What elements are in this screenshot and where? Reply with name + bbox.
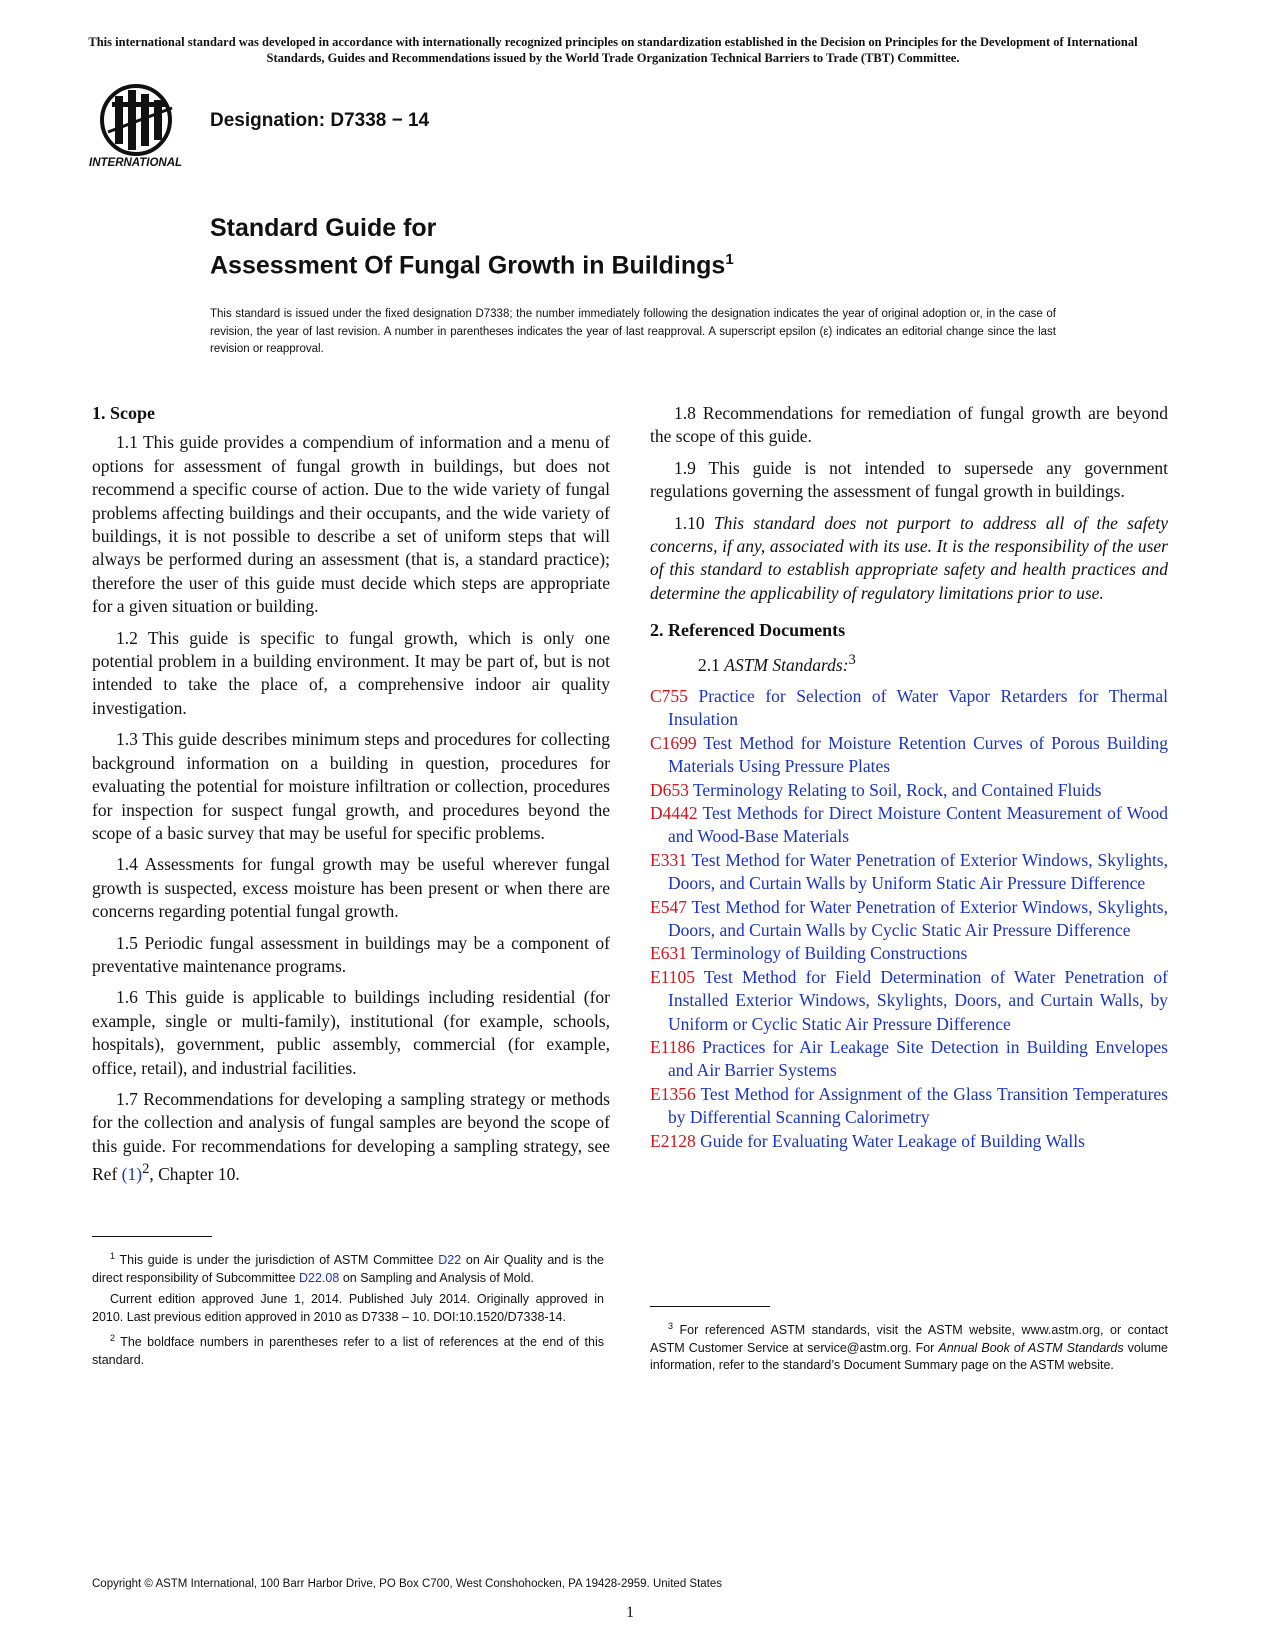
footnote-3-text-a: For referenced ASTM standards, visit the ASTM website, www.astm.org, or contact ASTM Customer Service at service@astm.org. For [650, 1323, 1168, 1355]
subcommittee-d22-08-link[interactable]: D22.08 [299, 1270, 340, 1285]
footnote-1 [92, 1248, 604, 1287]
standards-label: ASTM Standards: [724, 654, 849, 675]
standard-code: E1186 [650, 1036, 696, 1057]
footnote-1-text-b: on Air Quality and is the direct responsibility of Subcommittee [92, 1253, 604, 1285]
edition-note: Current edition approved June 1, 2014. Published July 2014. Originally approved in 2010. Last previous edition approved in 2010 as D7338 – 10. DOI:10.1520/D7338-14. [92, 1292, 604, 1324]
standard-link[interactable] [650, 685, 1168, 732]
footnote-3-text-b: volume information, refer to the standard’s Document Summary page on the ASTM website. [650, 1340, 1168, 1373]
standard-code: E2128 [650, 1130, 696, 1151]
standard-code: E1356 [650, 1083, 696, 1104]
title-line-1: Standard Guide for [210, 214, 437, 242]
footnotes-right [650, 1318, 1168, 1379]
section-1-2: 1.2 This guide is specific to fungal growth, which is only one potential problem in a building environment. It may be part of, but is not intended to take the place of, a comprehensive indoor air quality investigation. [92, 627, 610, 718]
astm-standards-subheading [650, 649, 1168, 677]
document-title [210, 212, 734, 281]
referenced-standards-list [650, 685, 1168, 1153]
footnote-separator-left [92, 1236, 212, 1237]
committee-d22-link[interactable]: D22 [438, 1253, 462, 1268]
page-number: 1 [626, 1604, 634, 1621]
standards-number: 2.1 [698, 654, 725, 675]
standard-code: D4442 [650, 802, 698, 823]
title-line-2 [210, 244, 734, 281]
section-1-4: 1.4 Assessments for fungal growth may be useful wherever fungal growth is suspected, excess moisture has been present or when there are concerns regarding potential fungal growth. [92, 854, 610, 922]
standard-link[interactable] [650, 732, 1168, 779]
standard-link[interactable] [650, 896, 1168, 943]
section-1-8: 1.8 Recommendations for remediation of fungal growth are beyond the scope of this guide. [650, 403, 1168, 447]
standard-title: Practice for Selection of Water Vapor Retarders for Thermal Insulation [668, 685, 1168, 730]
standard-title: Terminology of Building Constructions [686, 943, 968, 964]
footnote-2-mark: 2 [110, 1333, 116, 1344]
standard-code: C755 [650, 685, 688, 706]
footnote-2-text: The boldface numbers in parentheses refer to a list of references at the end of this standard. [92, 1335, 604, 1367]
standard-title: Test Method for Moisture Retention Curves of Porous Building Materials Using Pressure Plates [668, 732, 1168, 777]
section-1-7-text: 1.7 Recommendations for developing a sampling strategy or methods for the collection and analysis of fungal samples are beyond the scope of this guide. For recommendations for developing a sampling strategy, see Ref [92, 1088, 610, 1185]
standard-link[interactable] [650, 849, 1168, 896]
footnote-mark-3: 3 [848, 651, 856, 668]
issuance-statement: This standard is issued under the fixed designation D7338; the number immediately following the designation indicates the year of original adoption or, in the case of revision, the year of last revision. A number in parentheses indicates the year of last reapproval. A superscript epsilon (ε) indicates an editorial change since the last revision or reapproval. [210, 308, 1056, 355]
referenced-documents-heading: 2. Referenced Documents [650, 620, 846, 641]
section-1-3: 1.3 This guide describes minimum steps and procedures for collecting background information on a building in question, procedures for evaluating the potential for moisture infiltration or collection, procedures for inspection for suspect fungal growth, and procedures beyond the scope of a basic survey that may be useful for specific problems. [92, 729, 610, 843]
standard-title: Guide for Evaluating Water Leakage of Building Walls [695, 1130, 1085, 1151]
section-1-1: 1.1 This guide provides a compendium of information and a menu of options for assessment of fungal growth in buildings, but does not recommend a specific course of action. Due to the wide variety of fungal problems affecting buildings and their occupants, and the wide variety of buildings, it is not possible to describe a set of uniform steps that will always be performed during an assessment (that is, a standard practice); therefore the user of this guide must decide which steps are appropriate for a given situation or building. [92, 432, 610, 617]
footnote-3 [650, 1318, 1168, 1375]
section-1-6: 1.6 This guide is applicable to buildings including residential (for example, single or multi-family), institutional (for example, schools, hospitals), government, public assembly, commercial (for example, office, retail), and industrial facilities. [92, 987, 610, 1078]
section-1-7-tail: , Chapter 10. [149, 1164, 240, 1185]
standardization-notice: This international standard was developed in accordance with internationally recognized principles on standardization established in the Decision on Principles for the Development of International Standards, Guides and Recommendations issued by the World Trade Organization Technical Barriers to Trade (TBT) Committee. [88, 35, 1138, 65]
footnote-3-book-title: Annual Book of ASTM Standards [938, 1340, 1124, 1355]
standard-title: Practices for Air Leakage Site Detection in Building Envelopes and Air Barrier Systems [668, 1036, 1168, 1081]
copyright-notice: Copyright © ASTM International, 100 Barr Harbor Drive, PO Box C700, West Conshohocken, PA 19428-2959. United States [92, 1578, 723, 1590]
scope-heading: 1. Scope [92, 403, 155, 423]
section-1-10-number: 1.10 [674, 512, 714, 533]
title-footnote-mark: 1 [725, 251, 734, 268]
standard-title: Test Methods for Direct Moisture Content Measurement of Wood and Wood-Base Materials [668, 802, 1168, 847]
designation: Designation: D7338 − 14 [210, 110, 430, 131]
standard-code: C1699 [650, 732, 697, 753]
standard-link[interactable] [650, 779, 1168, 802]
title-text: Assessment Of Fungal Growth in Buildings [210, 251, 726, 280]
footnote-separator-right [650, 1306, 770, 1307]
standard-link[interactable] [650, 966, 1168, 1036]
standard-link[interactable] [650, 942, 1168, 965]
footnote-mark-2: 2 [142, 1161, 150, 1178]
left-column [92, 402, 610, 1194]
right-column [650, 402, 1168, 1153]
standard-link[interactable] [650, 1130, 1168, 1153]
reference-link-1[interactable]: (1) [121, 1164, 143, 1185]
standard-code: E547 [650, 896, 687, 917]
footnote-1-text-a: This guide is under the jurisdiction of ASTM Committee [115, 1253, 439, 1268]
standard-title: Test Method for Water Penetration of Exterior Windows, Skylights, Doors, and Curtain Walls by Cyclic Static Air Pressure Difference [668, 896, 1168, 940]
standard-code: D653 [650, 779, 689, 800]
standard-title: Test Method for Water Penetration of Exterior Windows, Skylights, Doors, and Curtain Walls by Uniform Static Air Pressure Difference [668, 849, 1168, 894]
standard-title: Test Method for Field Determination of Water Penetration of Installed Exterior Windows, Skylights, Doors, and Curtain Walls, by Uniform or Cyclic Static Air Pressure Difference [668, 966, 1168, 1034]
footnote-1-text-c: on Sampling and Analysis of Mold. [339, 1270, 534, 1285]
safety-caveat: This standard does not purport to address all of the safety concerns, if any, associated with its use. It is the responsibility of the user of this standard to establish appropriate safety and health practices and determine the applicability of regulatory limitations prior to use. [650, 512, 1169, 603]
standard-code: E631 [650, 943, 687, 964]
section-1-7 [92, 1088, 610, 1186]
footnotes-left [92, 1248, 604, 1373]
standard-link[interactable] [650, 802, 1168, 849]
astm-logo-icon [88, 82, 200, 172]
astm-logo [88, 82, 200, 172]
section-1-5: 1.5 Periodic fungal assessment in buildings may be a component of preventative maintenance programs. [92, 932, 610, 976]
section-1-10 [650, 512, 1168, 606]
standard-link[interactable] [650, 1036, 1168, 1083]
standard-link[interactable] [650, 1083, 1168, 1130]
footnote-3-mark: 3 [668, 1321, 674, 1331]
footnote-2 [92, 1330, 604, 1369]
footnote-1-mark: 1 [110, 1251, 116, 1261]
standard-title: Terminology Relating to Soil, Rock, and Contained Fluids [688, 779, 1102, 800]
standard-code: E1105 [650, 966, 696, 987]
standard-code: E331 [650, 849, 687, 870]
logo-wordmark: INTERNATIONAL [89, 157, 183, 169]
standard-title: Test Method for Assignment of the Glass Transition Temperatures by Differential Scanning Calorimetry [668, 1083, 1168, 1128]
section-1-9: 1.9 This guide is not intended to supersede any government regulations governing the assessment of fungal growth in buildings. [650, 457, 1168, 502]
